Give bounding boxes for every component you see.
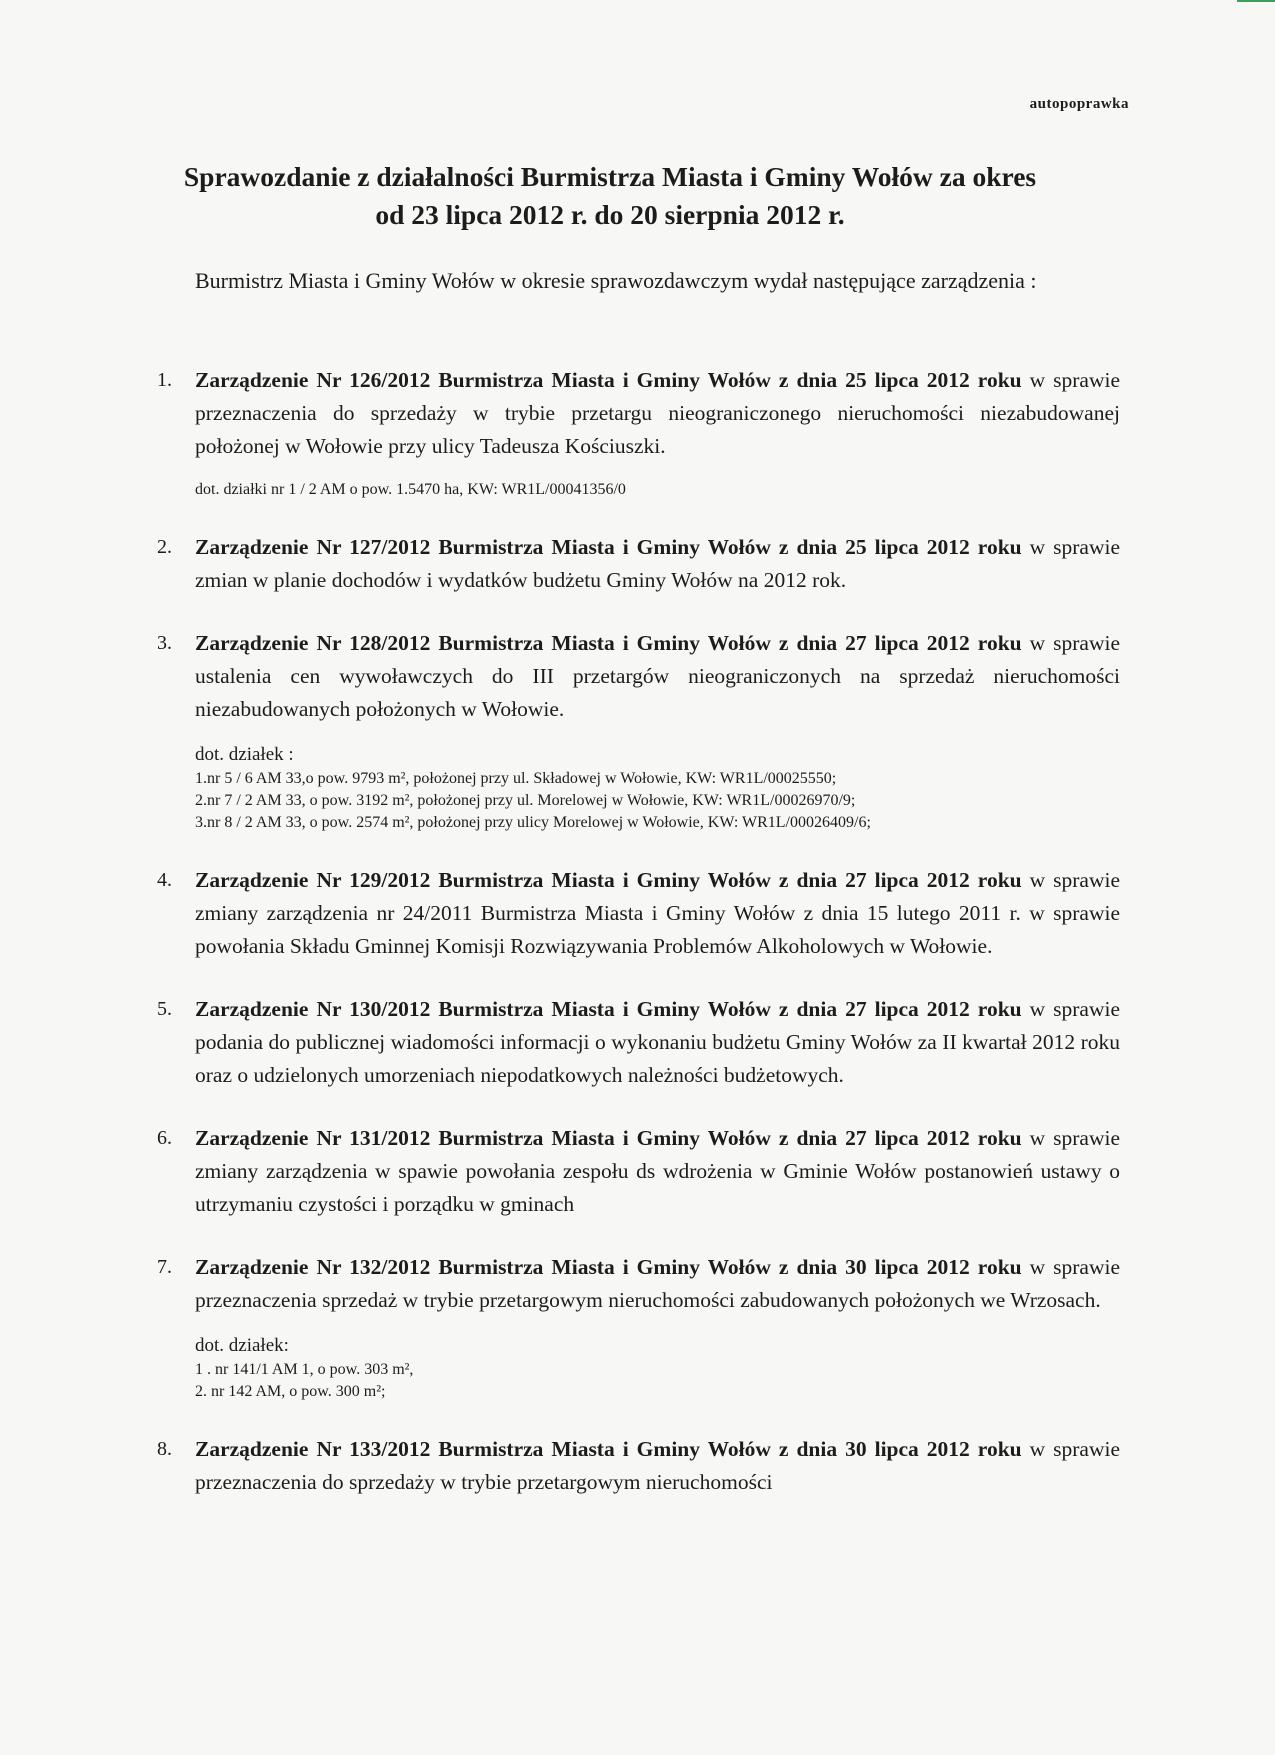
item-number: 1.	[157, 369, 172, 391]
item-description: w sprawie przeznaczenia sprzedaż w trybie przetargowym nieruchomości zabudowanych położonych we Wrzosach.	[195, 1255, 1120, 1312]
item-number: 6.	[157, 1127, 172, 1149]
item-number: 5.	[157, 998, 172, 1020]
note-line: 2. nr 142 AM, o pow. 300 m²;	[195, 1383, 386, 1400]
list-item	[0, 864, 1275, 963]
ordinance-list	[0, 364, 1275, 1529]
item-heading: Zarządzenie Nr 130/2012 Burmistrza Miasta i Gminy Wołów z dnia 27 lipca 2012 roku	[195, 997, 1022, 1021]
note-line: 1.nr 5 / 6 AM 33,o pow. 9793 m², położonej przy ul. Składowej w Wołowie, KW: WR1L/00025550;	[195, 770, 837, 787]
item-description: w sprawie zmiany zarządzenia nr 24/2011 Burmistrza Miasta i Gminy Wołów z dnia 15 lutego 2011 r. w sprawie powołania Składu Gminnej Komisji Rozwiązywania Problemów Alkoholowych w Wołowie.	[195, 868, 1120, 958]
item-note	[195, 479, 1120, 501]
item-heading: Zarządzenie Nr 126/2012 Burmistrza Miasta i Gminy Wołów z dnia 25 lipca 2012 roku	[195, 368, 1022, 392]
annotation-label: autopoprawka	[1029, 96, 1129, 112]
item-heading: Zarządzenie Nr 129/2012 Burmistrza Miasta i Gminy Wołów z dnia 27 lipca 2012 roku	[195, 868, 1022, 892]
list-item	[0, 1433, 1275, 1499]
title-line-1: Sprawozdanie z działalności Burmistrza Miasta i Gminy Wołów za okres	[183, 161, 1037, 192]
item-number: 4.	[157, 869, 172, 891]
item-text	[195, 1251, 1120, 1317]
item-text	[195, 531, 1120, 597]
item-description: w sprawie ustalenia cen wywoławczych do III przetargów nieograniczonych na sprzedaż nieruchomości niezabudowanych położonych w Wołowie.	[195, 631, 1120, 721]
item-description: w sprawie zmian w planie dochodów i wydatków budżetu Gminy Wołów na 2012 rok.	[195, 535, 1120, 592]
list-item	[0, 627, 1275, 834]
item-heading: Zarządzenie Nr 127/2012 Burmistrza Miasta i Gminy Wołów z dnia 25 lipca 2012 roku	[195, 535, 1022, 559]
intro-paragraph: Burmistrz Miasta i Gminy Wołów w okresie sprawozdawczym wydał następujące zarządzenia :	[195, 268, 1037, 293]
item-heading: Zarządzenie Nr 132/2012 Burmistrza Miasta i Gminy Wołów z dnia 30 lipca 2012 roku	[195, 1255, 1022, 1279]
item-heading: Zarządzenie Nr 133/2012 Burmistrza Miasta i Gminy Wołów z dnia 30 lipca 2012 roku	[195, 1437, 1022, 1461]
note-line: 2.nr 7 / 2 AM 33, o pow. 3192 m², położonej przy ul. Morelowej w Wołowie, KW: WR1L/00026970/9;	[195, 792, 856, 809]
list-item	[0, 993, 1275, 1092]
title-line-2: od 23 lipca 2012 r. do 20 sierpnia 2012 r.	[375, 199, 845, 230]
item-heading: Zarządzenie Nr 128/2012 Burmistrza Miasta i Gminy Wołów z dnia 27 lipca 2012 roku	[195, 631, 1022, 655]
scan-edge-line	[1237, 0, 1275, 2]
item-note	[195, 1333, 1120, 1403]
note-line: 1 . nr 141/1 AM 1, o pow. 303 m²,	[195, 1361, 414, 1378]
item-description: w sprawie przeznaczenia do sprzedaży w trybie przetargowym nieruchomości	[195, 1437, 1120, 1494]
item-number: 2.	[157, 536, 172, 558]
item-text	[195, 993, 1120, 1092]
item-description: w sprawie podania do publicznej wiadomości informacji o wykonaniu budżetu Gminy Wołów za II kwartał 2012 roku oraz o udzielonych umorzeniach niepodatkowych należności budżetowych.	[195, 997, 1120, 1087]
list-item	[0, 1122, 1275, 1221]
page-title	[140, 158, 1080, 234]
note-heading: dot. działek :	[195, 744, 294, 765]
item-text	[195, 1433, 1120, 1499]
note-heading: dot. działek:	[195, 1335, 289, 1356]
note-line: dot. działki nr 1 / 2 AM o pow. 1.5470 ha, KW: WR1L/00041356/0	[195, 481, 626, 498]
item-text	[195, 364, 1120, 463]
list-item	[0, 531, 1275, 597]
item-number: 7.	[157, 1256, 172, 1278]
item-text	[195, 627, 1120, 726]
item-number: 3.	[157, 632, 172, 654]
note-line: 3.nr 8 / 2 AM 33, o pow. 2574 m², położonej przy ulicy Morelowej w Wołowie, KW: WR1L/00026409/6;	[195, 814, 871, 831]
item-description: w sprawie przeznaczenia do sprzedaży w trybie przetargu nieograniczonego nieruchomości niezabudowanej położonej w Wołowie przy ulicy Tadeusza Kościuszki.	[195, 368, 1120, 458]
item-heading: Zarządzenie Nr 131/2012 Burmistrza Miasta i Gminy Wołów z dnia 27 lipca 2012 roku	[195, 1126, 1022, 1150]
item-description: w sprawie zmiany zarządzenia w spawie powołania zespołu ds wdrożenia w Gminie Wołów postanowień ustawy o utrzymaniu czystości i porządku w gminach	[195, 1126, 1120, 1216]
item-note	[195, 742, 1120, 834]
item-number: 8.	[157, 1438, 172, 1460]
list-item	[0, 364, 1275, 501]
item-text	[195, 864, 1120, 963]
list-item	[0, 1251, 1275, 1403]
item-text	[195, 1122, 1120, 1221]
